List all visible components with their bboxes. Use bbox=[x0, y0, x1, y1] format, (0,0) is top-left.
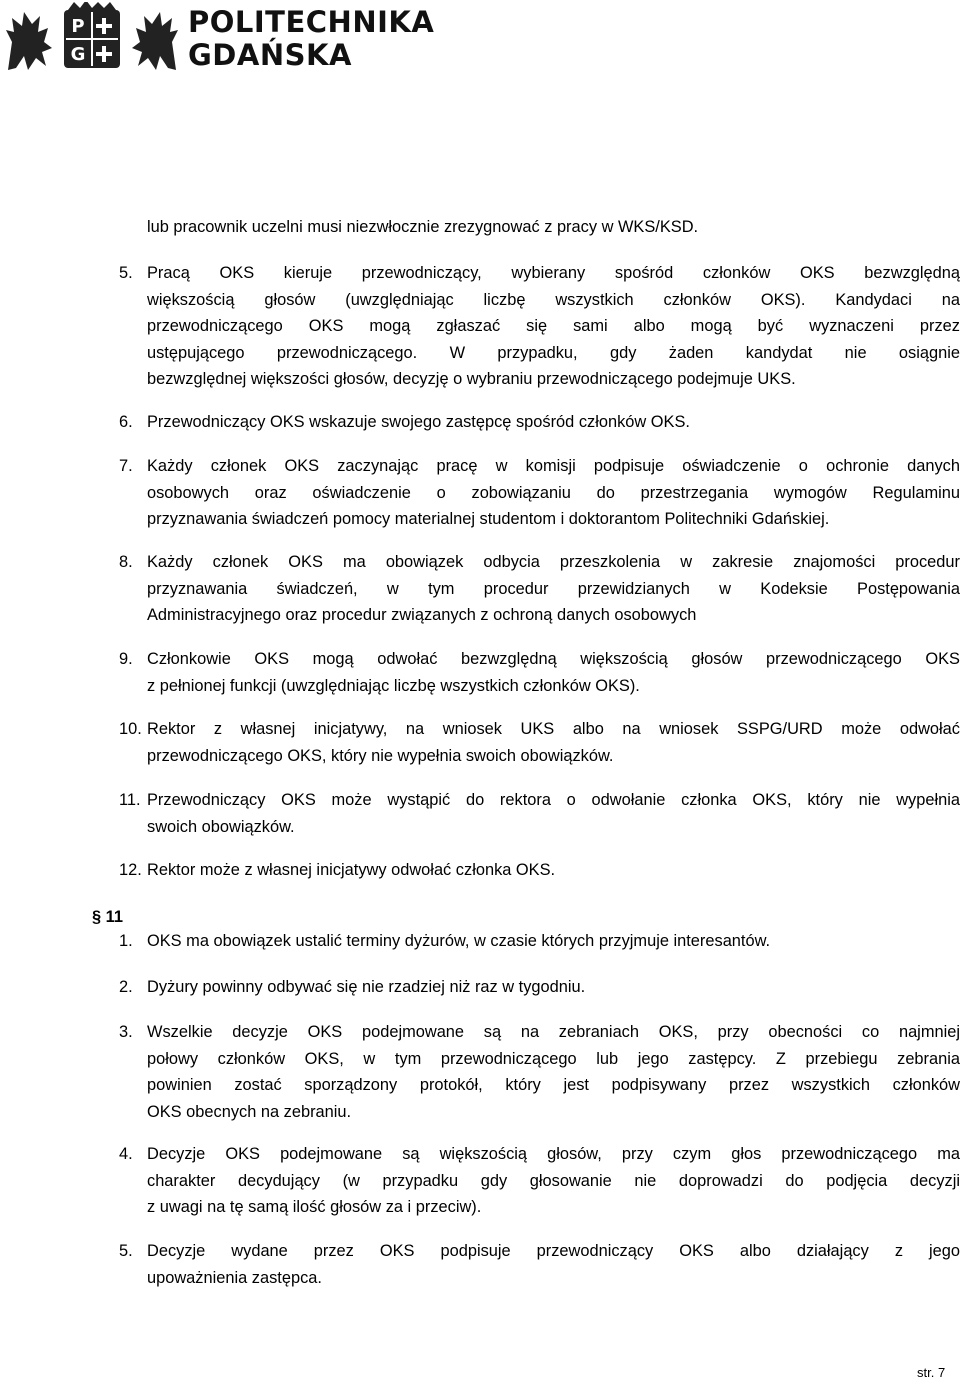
university-logo bbox=[2, 2, 435, 76]
seal-letter-p: P bbox=[71, 16, 85, 37]
item-number: 3. bbox=[119, 1023, 133, 1041]
item-number: 1. bbox=[119, 932, 133, 950]
item-number: 2. bbox=[119, 978, 133, 996]
paragraph-line: Członkowie OKS mogą odwołać bezwzględną większością głosów przewodniczącego OKS bbox=[147, 650, 960, 668]
item-number: 12. bbox=[119, 861, 142, 879]
item-number: 5. bbox=[119, 1242, 133, 1260]
logo-line-1: POLITECHNIKA bbox=[188, 5, 435, 39]
logo-line-2: GDAŃSKA bbox=[188, 38, 352, 72]
paragraph-line: bezwzględnej większości głosów, decyzję o wybraniu przewodniczącego podejmuje UKS. bbox=[147, 370, 796, 388]
paragraph-line: Dyżury powinny odbywać się nie rzadziej niż raz w tygodniu. bbox=[147, 978, 586, 996]
paragraph-line: przyznawania świadczeń pomocy materialnej studentom i doktorantom Politechniki Gdańskiej. bbox=[147, 510, 830, 528]
item-number: 10. bbox=[119, 720, 142, 738]
paragraph-line: przyznawania świadczeń, w tym procedur przewidzianych w Kodeksie Postępowania bbox=[147, 579, 960, 598]
paragraph-line: Administracyjnego oraz procedur związanych z ochroną danych osobowych bbox=[147, 606, 697, 624]
item-number: 11. bbox=[119, 791, 141, 809]
paragraph-line: Pracą OKS kieruje przewodniczący, wybierany spośród członków OKS bezwzględną bbox=[147, 264, 960, 282]
paragraph-line: Wszelkie decyzje OKS podejmowane są na zebraniach OKS, przy obecności co najmniej bbox=[147, 1023, 960, 1041]
section-heading: § 11 bbox=[92, 908, 123, 926]
paragraph-line: Decyzje wydane przez OKS podpisuje przewodniczący OKS albo działający z jego bbox=[147, 1242, 960, 1260]
logo-wordmark bbox=[188, 6, 434, 72]
paragraph-line: ustępującego przewodniczącego. W przypadku, gdy żaden kandydat nie osiągnie bbox=[147, 343, 960, 362]
item-number: 5. bbox=[119, 264, 133, 282]
paragraph-line: Decyzje OKS podejmowane są większością głosów, przy czym głos przewodniczącego ma bbox=[147, 1145, 960, 1163]
paragraph-line: Każdy członek OKS ma obowiązek odbycia przeszkolenia w zakresie znajomości procedur bbox=[147, 553, 960, 571]
paragraph-line: Przewodniczący OKS może wystąpić do rektora o odwołanie członka OKS, który nie wypełnia bbox=[147, 791, 960, 809]
paragraph-line: Rektor może z własnej inicjatywy odwołać członka OKS. bbox=[147, 861, 556, 879]
paragraph-line: powinien zostać sporządzony protokół, który jest podpisywany przez wszystkich członków bbox=[147, 1076, 960, 1094]
item-number: 9. bbox=[119, 650, 133, 668]
paragraph-line: połowy członków OKS, w tym przewodniczącego lub jego zastępcy. Z przebiegu zebrania bbox=[147, 1049, 960, 1068]
paragraph-line: osobowych oraz oświadczenie o zobowiązaniu do przestrzegania wymogów Regulaminu bbox=[147, 483, 960, 502]
griffins-seal-icon bbox=[2, 2, 182, 76]
paragraph-line: OKS ma obowiązek ustalić terminy dyżurów, w czasie których przyjmuje interesantów. bbox=[147, 932, 771, 950]
paragraph-line: lub pracownik uczelni musi niezwłocznie zrezygnować z pracy w WKS/KSD. bbox=[147, 218, 699, 236]
page-number: str. 7 bbox=[917, 1365, 946, 1380]
paragraph-line: z pełnionej funkcji (uwzględniając liczbę wszystkich członków OKS). bbox=[147, 676, 640, 695]
paragraph-line: przewodniczącego OKS, który nie wypełnia swoich obowiązków. bbox=[147, 746, 614, 765]
item-number: 7. bbox=[119, 457, 133, 475]
paragraph-line: z uwagi na tę samą ilość głosów za i przeciw). bbox=[147, 1198, 482, 1216]
item-number: 8. bbox=[119, 553, 133, 571]
paragraph-line: OKS obecnych na zebraniu. bbox=[147, 1102, 352, 1121]
paragraph-line: większością głosów (uwzględniając liczbę wszystkich członków OKS). Kandydaci na bbox=[147, 290, 960, 309]
paragraph-line: Rektor z własnej inicjatywy, na wniosek UKS albo na wniosek SSPG/URD może odwołać bbox=[147, 720, 960, 738]
item-number: 4. bbox=[119, 1145, 133, 1163]
paragraph-line: swoich obowiązków. bbox=[147, 817, 295, 836]
paragraph-line: Każdy członek OKS zaczynając pracę w komisji podpisuje oświadczenie o ochronie danych bbox=[147, 457, 960, 475]
paragraph-line: charakter decydujący (w przypadku gdy głosowanie nie doprowadzi do podjęcia decyzji bbox=[147, 1171, 960, 1190]
paragraph-line: Przewodniczący OKS wskazuje swojego zastępcę spośród członków OKS. bbox=[147, 413, 690, 431]
paragraph-line: przewodniczącego OKS mogą zgłaszać się sami albo mogą być wyznaczeni przez bbox=[147, 317, 960, 335]
svg-text:G: G bbox=[70, 44, 86, 65]
item-number: 6. bbox=[119, 413, 133, 431]
paragraph-line: upoważnienia zastępca. bbox=[147, 1268, 322, 1287]
